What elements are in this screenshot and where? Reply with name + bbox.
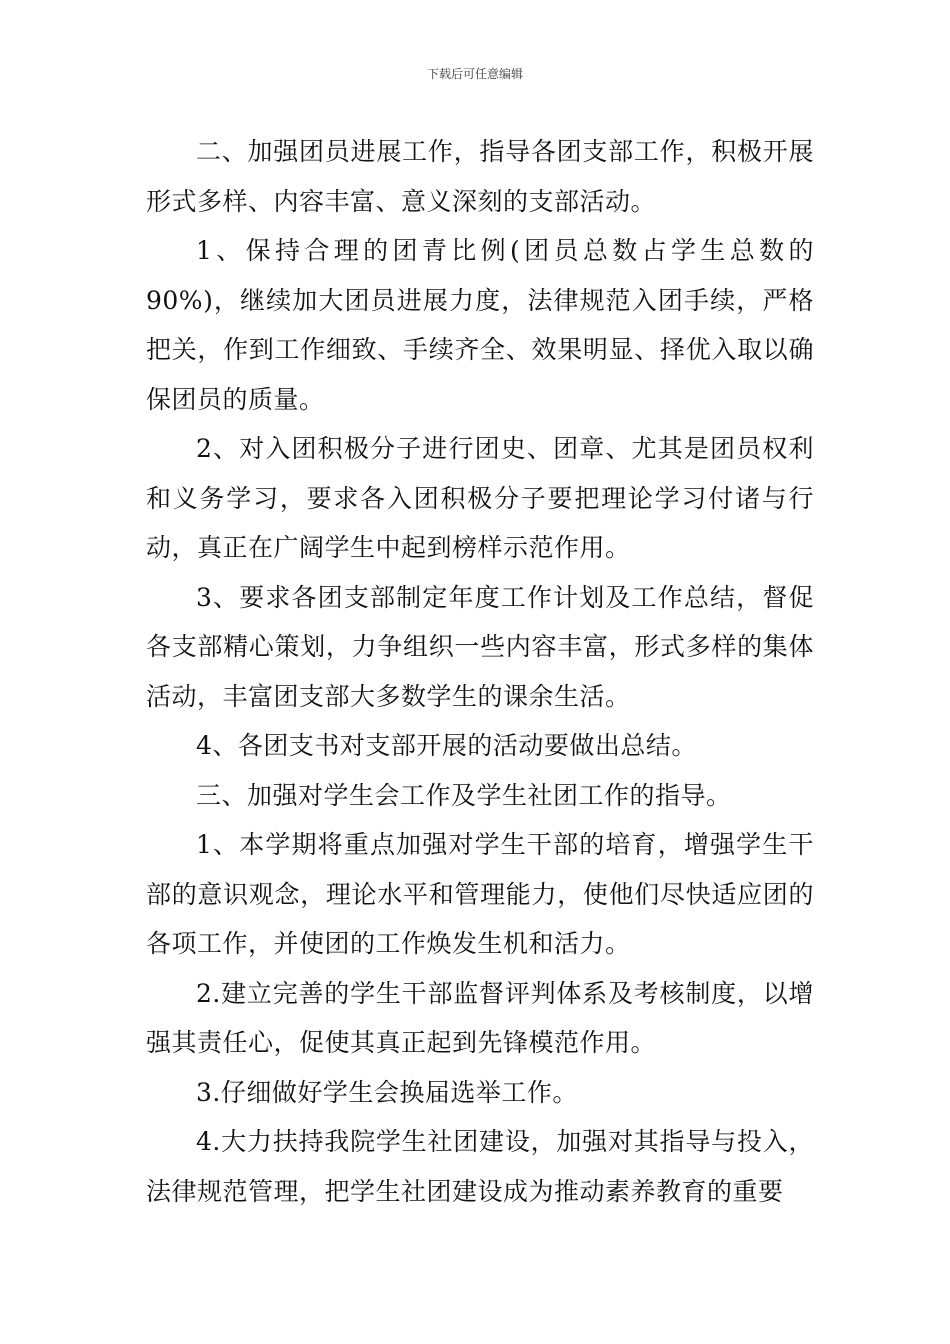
paragraph-item-4-b: 4.大力扶持我院学生社团建设，加强对其指导与投入，法律规范管理，把学生社团建设成为推动素养教育的重要 <box>146 1127 814 1206</box>
paragraph-item-2: 2、对入团积极分子进行团史、团章、尤其是团员权利和义务学习，要求各入团积极分子要把理论学习付诸与行动，真正在广阔学生中起到榜样示范作用。 <box>146 434 814 562</box>
paragraph-item-2-b: 2.建立完善的学生干部监督评判体系及考核制度，以增强其责任心，促使其真正起到先锋模范作用。 <box>146 978 814 1057</box>
paragraph-section-two: 二、加强团员进展工作，指导各团支部工作，积极开展形式多样、内容丰富、意义深刻的支部活动。 <box>146 137 814 216</box>
paragraph-item-1: 1、保持合理的团青比例(团员总数占学生总数的90%)，继续加大团员进展力度，法律规范入团手续，严格把关，作到工作细致、手续齐全、效果明显、择优入取以确保团员的质量。 <box>146 236 814 414</box>
page-header: 下载后可任意编辑 <box>426 67 523 81</box>
paragraph-item-1-b: 1、本学期将重点加强对学生干部的培育，增强学生干部的意识观念，理论水平和管理能力，使他们尽快适应团的各项工作，并使团的工作焕发生机和活力。 <box>146 830 814 958</box>
paragraph-item-3: 3、要求各团支部制定年度工作计划及工作总结，督促各支部精心策划，力争组织一些内容丰富，形式多样的集体活动，丰富团支部大多数学生的课余生活。 <box>146 582 814 711</box>
paragraph-section-three: 三、加强对学生会工作及学生社团工作的指导。 <box>196 780 732 810</box>
paragraph-item-3-b: 3.仔细做好学生会换届选举工作。 <box>196 1077 578 1107</box>
document-body <box>146 127 814 1216</box>
paragraph-item-4: 4、各团支书对支部开展的活动要做出总结。 <box>196 731 697 760</box>
